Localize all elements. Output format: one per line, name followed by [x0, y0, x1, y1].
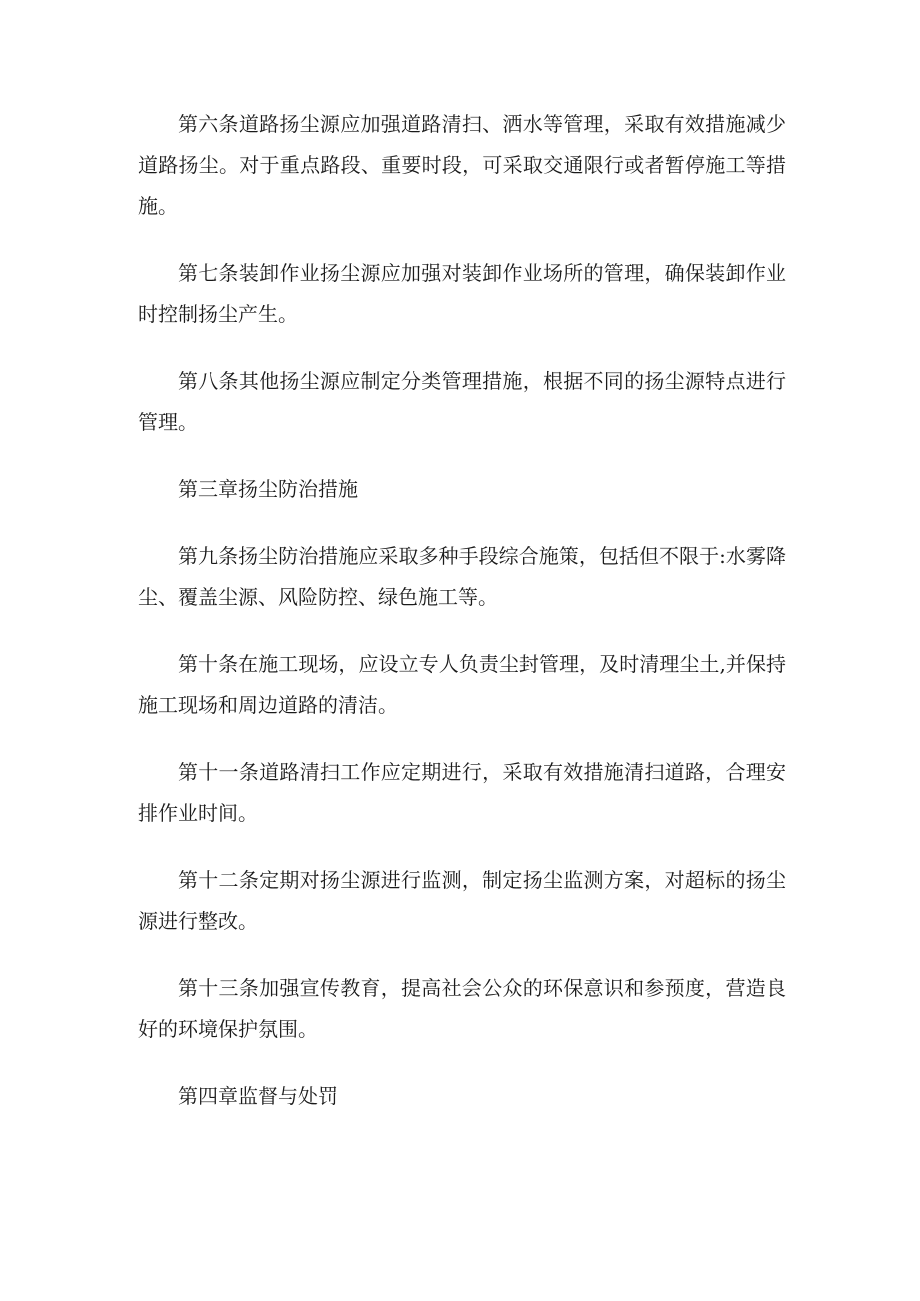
article-9-paragraph: 第九条扬尘防治措施应采取多种手段综合施策，包括但不限于:水雾降尘、覆盖尘源、风险防控、绿色施工等。	[138, 544, 786, 609]
article-11-paragraph: 第十一条道路清扫工作应定期进行，采取有效措施清扫道路，合理安排作业时间。	[138, 760, 786, 825]
chapter-3-heading: 第三章扬尘防治措施	[178, 477, 358, 501]
article-8-paragraph: 第八条其他扬尘源应制定分类管理措施，根据不同的扬尘源特点进行管理。	[138, 369, 786, 434]
chapter-4-heading: 第四章监督与处罚	[178, 1084, 338, 1108]
article-10-paragraph: 第十条在施工现场，应设立专人负责尘封管理，及时清理尘土,并保持施工现场和周边道路的清洁。	[138, 652, 786, 717]
article-13-paragraph: 第十三条加强宣传教育，提高社会公众的环保意识和参预度，营造良好的环境保护氛围。	[138, 976, 786, 1041]
article-7-paragraph: 第七条装卸作业扬尘源应加强对装卸作业场所的管理，确保装卸作业时控制扬尘产生。	[138, 261, 786, 326]
article-6-paragraph: 第六条道路扬尘源应加强道路清扫、洒水等管理，采取有效措施减少道路扬尘。对于重点路段、重要时段，可采取交通限行或者暂停施工等措施。	[138, 112, 786, 218]
document-body	[138, 104, 786, 1143]
article-12-paragraph: 第十二条定期对扬尘源进行监测，制定扬尘监测方案，对超标的扬尘源进行整改。	[138, 868, 786, 933]
